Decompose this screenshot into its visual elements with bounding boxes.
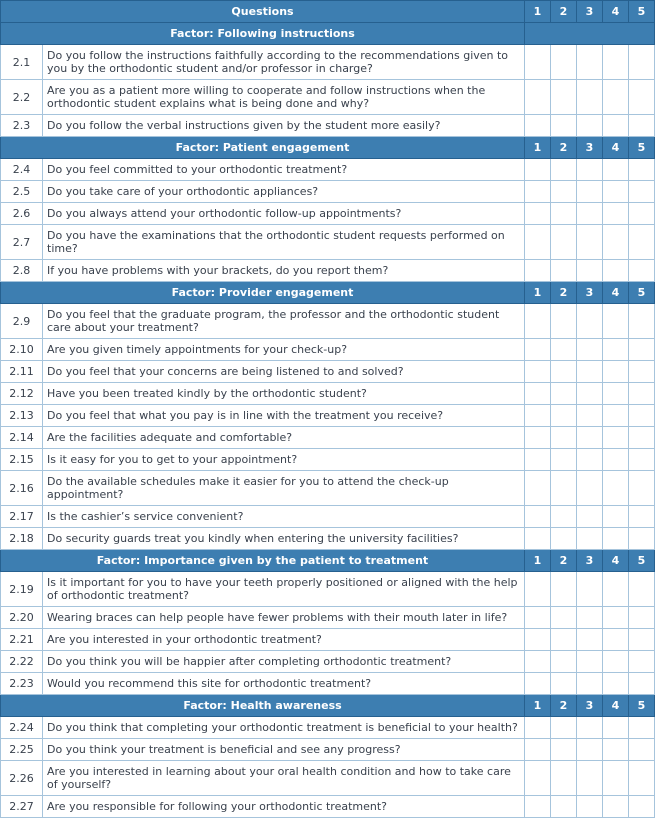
question-row [1, 572, 655, 607]
question-row [1, 225, 655, 260]
answer-cell-2.17-5[interactable] [629, 506, 655, 528]
factor-title: Factor: Provider engagement [1, 282, 525, 304]
answer-cell-2.20-2[interactable] [551, 607, 577, 629]
answer-cell-2.26-5[interactable] [629, 761, 655, 796]
answer-cell-2.24-1[interactable] [525, 717, 551, 739]
question-row [1, 673, 655, 695]
question-number: 2.5 [1, 181, 43, 203]
answer-cell-2.10-4[interactable] [603, 339, 629, 361]
factor-title: Factor: Health awareness [1, 695, 525, 717]
answer-cell-2.4-5[interactable] [629, 159, 655, 181]
answer-cell-2.8-1[interactable] [525, 260, 551, 282]
question-number: 2.20 [1, 607, 43, 629]
answer-cell-2.3-1[interactable] [525, 115, 551, 137]
answer-cell-2.13-3[interactable] [577, 405, 603, 427]
question-row [1, 717, 655, 739]
question-text: Is it easy for you to get to your appointment? [43, 449, 525, 471]
answer-cell-2.9-4[interactable] [603, 304, 629, 339]
question-number: 2.23 [1, 673, 43, 695]
answer-cell-2.24-3[interactable] [577, 717, 603, 739]
answer-cell-2.19-3[interactable] [577, 572, 603, 607]
factor-title: Factor: Following instructions [1, 23, 525, 45]
question-number: 2.4 [1, 159, 43, 181]
answer-cell-2.12-5[interactable] [629, 383, 655, 405]
answer-cell-2.16-3[interactable] [577, 471, 603, 506]
answer-cell-2.15-1[interactable] [525, 449, 551, 471]
answer-cell-2.5-3[interactable] [577, 181, 603, 203]
answer-cell-2.10-2[interactable] [551, 339, 577, 361]
answer-cell-2.9-1[interactable] [525, 304, 551, 339]
question-number: 2.24 [1, 717, 43, 739]
answer-cell-2.1-1[interactable] [525, 45, 551, 80]
header-row [1, 1, 655, 23]
answer-cell-2.18-1[interactable] [525, 528, 551, 550]
factor-title: Factor: Importance given by the patient to treatment [1, 550, 525, 572]
answer-cell-2.3-2[interactable] [551, 115, 577, 137]
answer-cell-2.9-3[interactable] [577, 304, 603, 339]
answer-cell-2.24-2[interactable] [551, 717, 577, 739]
answer-cell-2.2-4[interactable] [603, 80, 629, 115]
question-text: Would you recommend this site for orthodontic treatment? [43, 673, 525, 695]
answer-cell-2.6-5[interactable] [629, 203, 655, 225]
answer-cell-2.16-1[interactable] [525, 471, 551, 506]
answer-cell-2.19-5[interactable] [629, 572, 655, 607]
question-text: Do you think you will be happier after completing orthodontic treatment? [43, 651, 525, 673]
question-row [1, 739, 655, 761]
answer-cell-2.9-2[interactable] [551, 304, 577, 339]
answer-cell-2.25-2[interactable] [551, 739, 577, 761]
answer-cell-2.21-3[interactable] [577, 629, 603, 651]
question-text: Are you as a patient more willing to cooperate and follow instructions when the orthodontic student explains what is being done and why? [43, 80, 525, 115]
question-number: 2.22 [1, 651, 43, 673]
answer-cell-2.19-2[interactable] [551, 572, 577, 607]
answer-cell-2.22-5[interactable] [629, 651, 655, 673]
factor-scale-header-3: 3 [577, 282, 603, 304]
answer-cell-2.5-5[interactable] [629, 181, 655, 203]
answer-cell-2.9-5[interactable] [629, 304, 655, 339]
question-text: Do you feel committed to your orthodontic treatment? [43, 159, 525, 181]
answer-cell-2.4-1[interactable] [525, 159, 551, 181]
question-text: Do you always attend your orthodontic follow-up appointments? [43, 203, 525, 225]
answer-cell-2.26-2[interactable] [551, 761, 577, 796]
answer-cell-2.10-5[interactable] [629, 339, 655, 361]
answer-cell-2.15-5[interactable] [629, 449, 655, 471]
question-row [1, 181, 655, 203]
answer-cell-2.21-1[interactable] [525, 629, 551, 651]
factor-scale-header-4: 4 [603, 137, 629, 159]
question-number: 2.18 [1, 528, 43, 550]
question-row [1, 304, 655, 339]
question-text: Do you feel that what you pay is in line with the treatment you receive? [43, 405, 525, 427]
factor-scale-header-2: 2 [551, 282, 577, 304]
answer-cell-2.14-3[interactable] [577, 427, 603, 449]
answer-cell-2.11-2[interactable] [551, 361, 577, 383]
question-row [1, 45, 655, 80]
question-number: 2.7 [1, 225, 43, 260]
answer-cell-2.15-4[interactable] [603, 449, 629, 471]
factor-scale-header-2: 2 [551, 550, 577, 572]
answer-cell-2.8-5[interactable] [629, 260, 655, 282]
answer-cell-2.25-5[interactable] [629, 739, 655, 761]
answer-cell-2.12-4[interactable] [603, 383, 629, 405]
answer-cell-2.4-4[interactable] [603, 159, 629, 181]
factor-scale-header-3: 3 [577, 695, 603, 717]
answer-cell-2.6-1[interactable] [525, 203, 551, 225]
answer-cell-2.15-2[interactable] [551, 449, 577, 471]
answer-cell-2.26-4[interactable] [603, 761, 629, 796]
answer-cell-2.16-4[interactable] [603, 471, 629, 506]
question-number: 2.25 [1, 739, 43, 761]
factor-scale-header-5: 5 [629, 137, 655, 159]
answer-cell-2.7-5[interactable] [629, 225, 655, 260]
answer-cell-2.11-1[interactable] [525, 361, 551, 383]
factor-scale-header-1: 1 [525, 137, 551, 159]
answer-cell-2.24-5[interactable] [629, 717, 655, 739]
factor-scale-header-2: 2 [551, 695, 577, 717]
factor-scale-header-4: 4 [603, 695, 629, 717]
factor-row [1, 550, 655, 572]
answer-cell-2.20-3[interactable] [577, 607, 603, 629]
question-number: 2.3 [1, 115, 43, 137]
answer-cell-2.20-4[interactable] [603, 607, 629, 629]
factor-scale-header-1: 1 [525, 282, 551, 304]
answer-cell-2.18-2[interactable] [551, 528, 577, 550]
question-text: Do you think your treatment is beneficial and see any progress? [43, 739, 525, 761]
answer-cell-2.21-4[interactable] [603, 629, 629, 651]
scale-column-header-5: 5 [629, 1, 655, 23]
question-text: Do you follow the instructions faithfully according to the recommendations given to you by the orthodontic student and/or professor in charge? [43, 45, 525, 80]
factor-scale-header-1: 1 [525, 550, 551, 572]
answer-cell-2.7-3[interactable] [577, 225, 603, 260]
answer-cell-2.13-2[interactable] [551, 405, 577, 427]
answer-cell-2.6-3[interactable] [577, 203, 603, 225]
question-row [1, 651, 655, 673]
factor-row [1, 137, 655, 159]
question-row [1, 607, 655, 629]
scale-column-header-4: 4 [603, 1, 629, 23]
answer-cell-2.16-5[interactable] [629, 471, 655, 506]
question-text: Do you follow the verbal instructions given by the student more easily? [43, 115, 525, 137]
answer-cell-2.17-4[interactable] [603, 506, 629, 528]
question-number: 2.21 [1, 629, 43, 651]
question-row [1, 260, 655, 282]
answer-cell-2.13-5[interactable] [629, 405, 655, 427]
answer-cell-2.26-3[interactable] [577, 761, 603, 796]
answer-cell-2.19-4[interactable] [603, 572, 629, 607]
answer-cell-2.23-5[interactable] [629, 673, 655, 695]
question-text: Do you think that completing your orthodontic treatment is beneficial to your health? [43, 717, 525, 739]
answer-cell-2.7-1[interactable] [525, 225, 551, 260]
answer-cell-2.12-1[interactable] [525, 383, 551, 405]
question-number: 2.10 [1, 339, 43, 361]
answer-cell-2.22-1[interactable] [525, 651, 551, 673]
factor-scale-header-2: 2 [551, 137, 577, 159]
answer-cell-2.25-3[interactable] [577, 739, 603, 761]
question-row [1, 115, 655, 137]
answer-cell-2.5-1[interactable] [525, 181, 551, 203]
answer-cell-2.5-4[interactable] [603, 181, 629, 203]
factor-scale-header-5: 5 [629, 550, 655, 572]
question-number: 2.12 [1, 383, 43, 405]
answer-cell-2.6-2[interactable] [551, 203, 577, 225]
answer-cell-2.4-3[interactable] [577, 159, 603, 181]
question-number: 2.16 [1, 471, 43, 506]
question-number: 2.13 [1, 405, 43, 427]
question-number: 2.2 [1, 80, 43, 115]
answer-cell-2.21-5[interactable] [629, 629, 655, 651]
question-number: 2.26 [1, 761, 43, 796]
question-row [1, 405, 655, 427]
question-row [1, 427, 655, 449]
answer-cell-2.14-4[interactable] [603, 427, 629, 449]
answer-cell-2.18-3[interactable] [577, 528, 603, 550]
factor-row [1, 23, 655, 45]
question-row [1, 203, 655, 225]
answer-cell-2.14-1[interactable] [525, 427, 551, 449]
answer-cell-2.21-2[interactable] [551, 629, 577, 651]
question-text: Are you interested in your orthodontic treatment? [43, 629, 525, 651]
answer-cell-2.3-4[interactable] [603, 115, 629, 137]
answer-cell-2.1-3[interactable] [577, 45, 603, 80]
question-row [1, 361, 655, 383]
answer-cell-2.20-1[interactable] [525, 607, 551, 629]
question-text: Are you responsible for following your orthodontic treatment? [43, 796, 525, 818]
answer-cell-2.19-1[interactable] [525, 572, 551, 607]
question-text: Do you have the examinations that the orthodontic student requests performed on time? [43, 225, 525, 260]
question-number: 2.17 [1, 506, 43, 528]
answer-cell-2.18-4[interactable] [603, 528, 629, 550]
question-row [1, 761, 655, 796]
factor-scale-header-3: 3 [577, 550, 603, 572]
answer-cell-2.17-2[interactable] [551, 506, 577, 528]
answer-cell-2.17-1[interactable] [525, 506, 551, 528]
answer-cell-2.22-2[interactable] [551, 651, 577, 673]
answer-cell-2.1-5[interactable] [629, 45, 655, 80]
question-text: Do security guards treat you kindly when entering the university facilities? [43, 528, 525, 550]
question-number: 2.11 [1, 361, 43, 383]
answer-cell-2.16-2[interactable] [551, 471, 577, 506]
answer-cell-2.7-2[interactable] [551, 225, 577, 260]
answer-cell-2.2-1[interactable] [525, 80, 551, 115]
answer-cell-2.25-1[interactable] [525, 739, 551, 761]
question-text: Are you interested in learning about your oral health condition and how to take care of yourself? [43, 761, 525, 796]
answer-cell-2.1-4[interactable] [603, 45, 629, 80]
answer-cell-2.8-2[interactable] [551, 260, 577, 282]
answer-cell-2.2-3[interactable] [577, 80, 603, 115]
question-row [1, 159, 655, 181]
answer-cell-2.2-5[interactable] [629, 80, 655, 115]
answer-cell-2.14-5[interactable] [629, 427, 655, 449]
factor-scale-header-4: 4 [603, 550, 629, 572]
question-text: Are you given timely appointments for your check-up? [43, 339, 525, 361]
answer-cell-2.12-3[interactable] [577, 383, 603, 405]
answer-cell-2.8-4[interactable] [603, 260, 629, 282]
answer-cell-2.3-5[interactable] [629, 115, 655, 137]
answer-cell-2.15-3[interactable] [577, 449, 603, 471]
question-text: Do you feel that the graduate program, the professor and the orthodontic student care about your treatment? [43, 304, 525, 339]
answer-cell-2.10-1[interactable] [525, 339, 551, 361]
factor-scale-header-4: 4 [603, 282, 629, 304]
question-number: 2.15 [1, 449, 43, 471]
question-text: If you have problems with your brackets, do you report them? [43, 260, 525, 282]
answer-cell-2.10-3[interactable] [577, 339, 603, 361]
question-number: 2.9 [1, 304, 43, 339]
answer-cell-2.5-2[interactable] [551, 181, 577, 203]
factor-title: Factor: Patient engagement [1, 137, 525, 159]
answer-cell-2.12-2[interactable] [551, 383, 577, 405]
question-row [1, 383, 655, 405]
question-number: 2.1 [1, 45, 43, 80]
scale-column-header-2: 2 [551, 1, 577, 23]
questions-column-header: Questions [1, 1, 525, 23]
question-number: 2.27 [1, 796, 43, 818]
answer-cell-2.20-5[interactable] [629, 607, 655, 629]
answer-cell-2.14-2[interactable] [551, 427, 577, 449]
question-row [1, 471, 655, 506]
answer-cell-2.7-4[interactable] [603, 225, 629, 260]
answer-cell-2.18-5[interactable] [629, 528, 655, 550]
factor-scale-header-3: 3 [577, 137, 603, 159]
answer-cell-2.24-4[interactable] [603, 717, 629, 739]
answer-cell-2.3-3[interactable] [577, 115, 603, 137]
answer-cell-2.22-3[interactable] [577, 651, 603, 673]
factor-scale-header-5: 5 [629, 282, 655, 304]
answer-cell-2.22-4[interactable] [603, 651, 629, 673]
answer-cell-2.11-3[interactable] [577, 361, 603, 383]
answer-cell-2.23-1[interactable] [525, 673, 551, 695]
factor-filler-cell [525, 23, 655, 45]
scale-column-header-1: 1 [525, 1, 551, 23]
answer-cell-2.13-4[interactable] [603, 405, 629, 427]
question-row [1, 506, 655, 528]
answer-cell-2.11-4[interactable] [603, 361, 629, 383]
factor-row [1, 695, 655, 717]
question-text: Is it important for you to have your teeth properly positioned or aligned with the help of orthodontic treatment? [43, 572, 525, 607]
question-number: 2.14 [1, 427, 43, 449]
answer-cell-2.17-3[interactable] [577, 506, 603, 528]
question-row [1, 80, 655, 115]
question-text: Wearing braces can help people have fewer problems with their mouth later in life? [43, 607, 525, 629]
factor-scale-header-1: 1 [525, 695, 551, 717]
question-row [1, 339, 655, 361]
answer-cell-2.1-2[interactable] [551, 45, 577, 80]
answer-cell-2.6-4[interactable] [603, 203, 629, 225]
answer-cell-2.13-1[interactable] [525, 405, 551, 427]
question-number: 2.6 [1, 203, 43, 225]
question-number: 2.19 [1, 572, 43, 607]
answer-cell-2.25-4[interactable] [603, 739, 629, 761]
question-number: 2.8 [1, 260, 43, 282]
factor-row [1, 282, 655, 304]
question-row [1, 449, 655, 471]
answer-cell-2.2-2[interactable] [551, 80, 577, 115]
question-row [1, 629, 655, 651]
question-text: Is the cashier’s service convenient? [43, 506, 525, 528]
factor-scale-header-5: 5 [629, 695, 655, 717]
question-text: Do the available schedules make it easier for you to attend the check-up appointment? [43, 471, 525, 506]
answer-cell-2.26-1[interactable] [525, 761, 551, 796]
answer-cell-2.11-5[interactable] [629, 361, 655, 383]
answer-cell-2.23-3[interactable] [577, 673, 603, 695]
question-row [1, 528, 655, 550]
answer-cell-2.4-2[interactable] [551, 159, 577, 181]
question-text: Are the facilities adequate and comfortable? [43, 427, 525, 449]
question-text: Do you feel that your concerns are being listened to and solved? [43, 361, 525, 383]
question-text: Do you take care of your orthodontic appliances? [43, 181, 525, 203]
answer-cell-2.23-4[interactable] [603, 673, 629, 695]
scale-column-header-3: 3 [577, 1, 603, 23]
answer-cell-2.8-3[interactable] [577, 260, 603, 282]
question-text: Have you been treated kindly by the orthodontic student? [43, 383, 525, 405]
answer-cell-2.23-2[interactable] [551, 673, 577, 695]
